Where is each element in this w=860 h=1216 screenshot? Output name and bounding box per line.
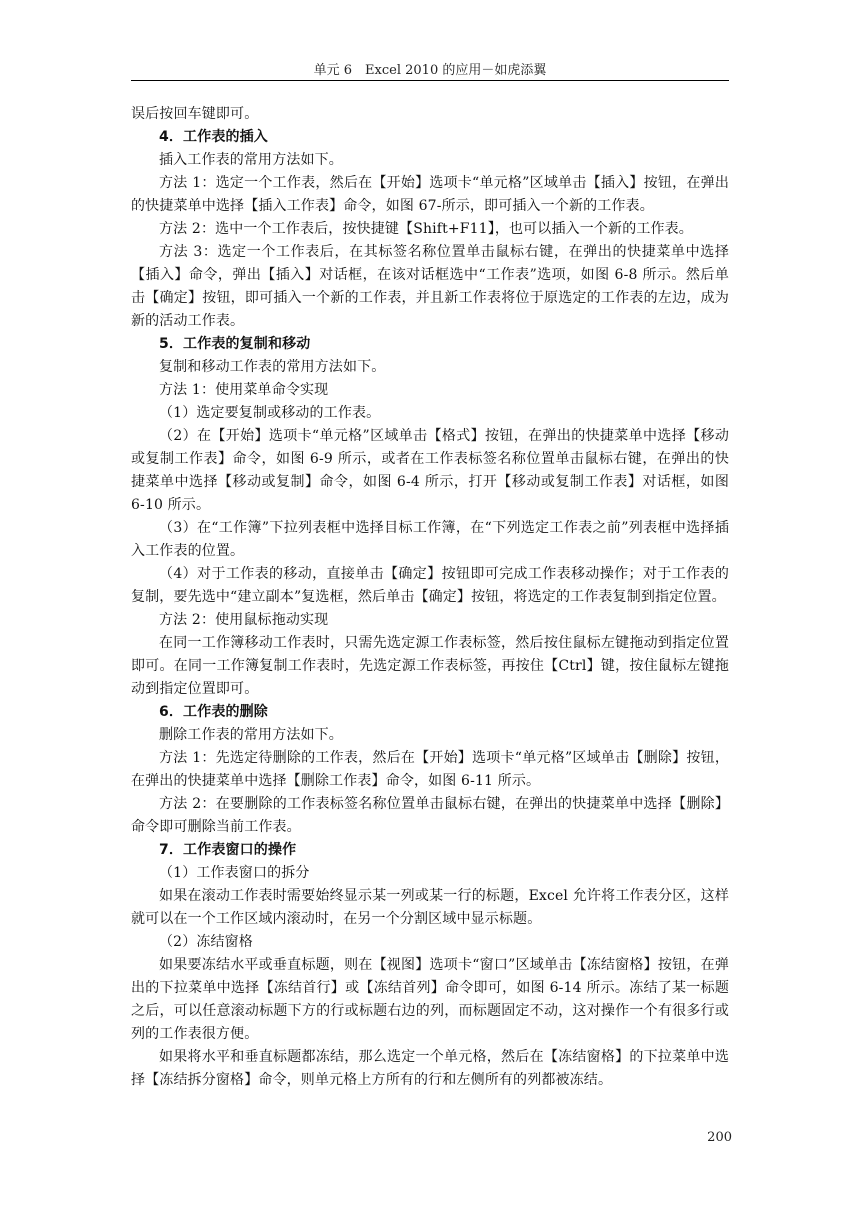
section-heading: 5．工作表的复制和移动 [159,336,311,352]
paragraph: 复制和移动工作表的常用方法如下。 [159,359,386,375]
paragraph: 方法 2：使用鼠标拖动实现 [159,612,329,628]
paragraph: 方法 2：选中一个工作表后，按快捷键【Shift+F11】，也可以插入一个新的工作表。 [159,221,693,237]
paragraph: 删除工作表的常用方法如下。 [159,727,343,743]
page-body [131,103,729,1092]
paragraph: 方法 1：先选定待删除的工作表，然后在【开始】选项卡“单元格”区域单击【删除】按钮，在弹出的快捷菜单中选择【删除工作表】命令，如图 6-11 所示。 [131,750,729,789]
paragraph: 如果将水平和垂直标题都冻结，那么选定一个单元格，然后在【冻结窗格】的下拉菜单中选择【冻结拆分窗格】命令，则单元格上方所有的行和左侧所有的列都被冻结。 [131,1049,729,1088]
section-heading: 6．工作表的删除 [159,704,268,720]
paragraph: 如果要冻结水平或垂直标题，则在【视图】选项卡“窗口”区域单击【冻结窗格】按钮，在弹出的下拉菜单中选择【冻结首行】或【冻结首列】命令即可，如图 6-14 所示。冻结了某一标题之后，可以任意滚动标题下方的行或标题右边的列，而标题固定不动，这对操作一个有很多行或列的工作表很方便。 [131,957,729,1042]
paragraph: 如果在滚动工作表时需要始终显示某一列或某一行的标题，Excel 允许将工作表分区，这样就可以在一个工作区域内滚动时，在另一个分割区域中显示标题。 [131,888,729,927]
section-heading: 4．工作表的插入 [159,129,268,145]
paragraph: 误后按回车键即可。 [131,106,259,122]
paragraph: 方法 3：选定一个工作表后，在其标签名称位置单击鼠标右键，在弹出的快捷菜单中选择【插入】命令，弹出【插入】对话框，在该对话框选中“工作表”选项，如图 6-8 所示。然后单击【确定】按钮，即可插入一个新的工作表，并且新工作表将位于原选定的工作表的左边，成为新的活动工作表。 [131,244,729,329]
paragraph: 方法 1：使用菜单命令实现 [159,382,329,398]
step-item: （3）在“工作簿”下拉列表框中选择目标工作簿，在“下列选定工作表之前”列表框中选择插入工作表的位置。 [131,520,729,559]
running-header-title: 单元 6 Excel 2010 的应用－如虎添翼 [313,63,547,78]
section-heading: 7．工作表窗口的操作 [159,842,297,858]
step-item: （4）对于工作表的移动，直接单击【确定】按钮即可完成工作表移动操作；对于工作表的复制，要先选中“建立副本”复选框，然后单击【确定】按钮，将选定的工作表复制到指定位置。 [131,566,729,605]
paragraph: 插入工作表的常用方法如下。 [159,152,343,168]
paragraph: 方法 2：在要删除的工作表标签名称位置单击鼠标右键，在弹出的快捷菜单中选择【删除】命令即可删除当前工作表。 [131,796,729,835]
page-number: 200 [707,1130,732,1145]
step-item: （1）选定要复制或移动的工作表。 [159,405,381,421]
step-item: （2）在【开始】选项卡“单元格”区域单击【格式】按钮，在弹出的快捷菜单中选择【移动或复制工作表】命令，如图 6-9 所示，或者在工作表标签名称位置单击鼠标右键，在弹出的快捷菜单中选择【移动或复制】命令，如图 6-4 所示，打开【移动或复制工作表】对话框，如图 6-10 所示。 [131,428,729,513]
step-item: （1）工作表窗口的拆分 [159,865,310,881]
paragraph: 方法 1：选定一个工作表，然后在【开始】选项卡“单元格”区域单击【插入】按钮，在弹出的快捷菜单中选择【插入工作表】命令，如图 67-所示，即可插入一个新的工作表。 [131,175,729,214]
running-header [131,62,729,81]
paragraph: 在同一工作簿移动工作表时，只需先选定源工作表标签，然后按住鼠标左键拖动到指定位置即可。在同一工作簿复制工作表时，先选定源工作表标签，再按住【Ctrl】键，按住鼠标左键拖动到指定位置即可。 [131,635,729,697]
step-item: （2）冻结窗格 [159,934,253,950]
